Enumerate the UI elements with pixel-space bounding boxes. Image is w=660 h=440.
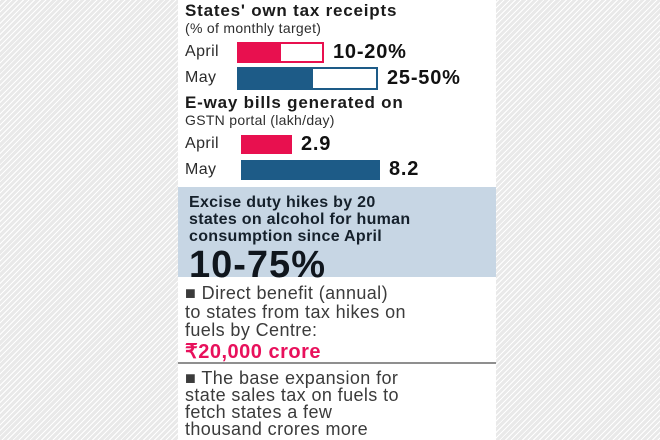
excise-highlight-box — [178, 187, 496, 286]
highlight-value: 10-75% — [189, 244, 326, 286]
value-label: 25-50% — [387, 66, 461, 89]
chart-subtitle: GSTN portal (lakh/day) — [185, 112, 335, 128]
fact-line: ■ Direct benefit (annual) — [185, 283, 388, 303]
fact-line: to states from tax hikes on — [185, 301, 406, 322]
chart-subtitle: (% of monthly target) — [185, 20, 322, 36]
category-label: April — [185, 135, 220, 152]
fact-base-expansion — [178, 370, 496, 438]
range-bar-april — [237, 42, 324, 63]
section-states-tax-receipts — [178, 2, 496, 90]
chart-title: E-way bills generated on — [185, 93, 404, 112]
fact-direct-benefit — [178, 284, 496, 363]
fact-line: fetch states a few — [185, 402, 333, 422]
bar-row-may — [185, 159, 496, 180]
highlight-text-line: Excise duty hikes by 20 — [189, 194, 376, 211]
section-divider — [178, 362, 496, 364]
fact-line: state sales tax on fuels to — [185, 385, 399, 405]
category-label: May — [185, 160, 217, 178]
range-bar-may — [237, 67, 378, 90]
chart-title: States' own tax receipts — [185, 1, 398, 20]
infographic-panel — [178, 0, 496, 440]
solid-bar-april — [241, 135, 292, 154]
value-label: 8.2 — [389, 158, 420, 180]
value-label: 10-20% — [333, 40, 407, 63]
category-label: May — [185, 69, 217, 86]
section-eway-bills — [178, 94, 496, 180]
fact-value: ₹20,000 crore — [185, 340, 321, 363]
fact-line: fuels by Centre: — [185, 320, 318, 340]
highlight-text-line: consumption since April — [189, 228, 382, 245]
value-label: 2.9 — [301, 132, 332, 155]
highlight-text-line: states on alcohol for human — [189, 211, 411, 228]
bar-row-april — [185, 41, 496, 63]
fact-line: ■ The base expansion for — [185, 368, 399, 388]
bar-row-april — [185, 134, 496, 154]
bar-fill — [239, 69, 313, 88]
bar-row-may — [185, 66, 496, 90]
fact-line: thousand crores more — [185, 419, 369, 439]
category-label: April — [185, 43, 220, 60]
solid-bar-may — [241, 160, 380, 180]
bar-fill — [239, 44, 281, 61]
